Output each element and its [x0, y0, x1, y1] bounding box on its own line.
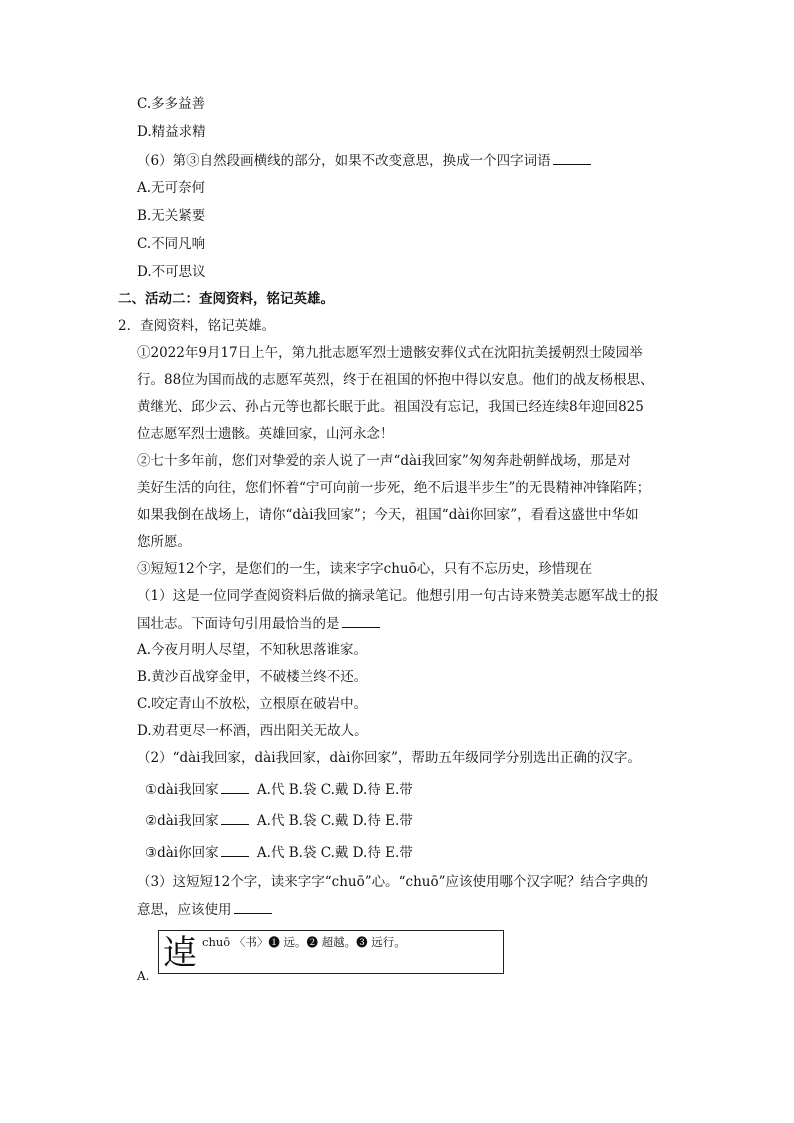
passage-p3-line1: ③短短12个字，是您们的一生，读来字字chuō心，只有不忘历史，珍惜现在: [137, 561, 593, 577]
answer-blank[interactable]: [221, 842, 249, 857]
option-d: D.不可思议: [137, 264, 206, 280]
question-2-1-text: 国壮志。下面诗句引用最恰当的是: [137, 616, 340, 632]
answer-blank[interactable]: [221, 810, 249, 825]
poem-option-b: B.黄沙百战穿金甲，不破楼兰终不还。: [137, 669, 368, 685]
option-a: A.无可奈何: [137, 180, 206, 196]
option-c-duoduoyishan: C.多多益善: [137, 96, 206, 112]
question-2-1-line2: [137, 613, 380, 634]
poem-option-a: A.今夜月明人尽望，不知秋思落谁家。: [137, 642, 368, 658]
dictionary-option-label[interactable]: A.: [137, 969, 150, 983]
choice-row-options: A.代 B.袋 C.戴 D.待 E.带: [256, 813, 413, 829]
poem-option-d: D.劝君更尽一杯酒，西出阳关无故人。: [137, 723, 368, 739]
passage-p2-line4: 您所愿。: [137, 534, 191, 550]
option-b: B.无关紧要: [137, 208, 206, 224]
section-heading-activity-2: 二、活动二：查阅资料，铭记英雄。: [118, 291, 334, 307]
question-2-2: （2）“dài我回家，dài我回家，dài你回家”，帮助五年级同学分别选出正确的汉字。: [137, 750, 641, 766]
option-d-jingyiqiujing: D.精益求精: [137, 124, 206, 140]
poem-option-c: C.咬定青山不放松，立根原在破岩中。: [137, 696, 368, 712]
passage-p1-line1: ①2022年9月17日上午，第九批志愿军烈士遗骸安葬仪式在沈阳抗美援朝烈士陵园举: [137, 345, 643, 361]
question-2-3-line2: [137, 899, 272, 920]
choice-row-label: ①dài我回家: [145, 782, 219, 798]
answer-blank[interactable]: [234, 899, 272, 914]
question-2-3-text: 意思，应该使用: [137, 902, 232, 918]
choice-row-label: ②dài我回家: [145, 813, 219, 829]
answer-blank[interactable]: [342, 613, 380, 628]
choice-row: [145, 810, 413, 831]
choice-row: [145, 842, 413, 863]
question-6-text: （6）第③自然段画横线的部分，如果不改变意思，换成一个四字词语: [137, 153, 551, 169]
passage-p1-line4: 位志愿军烈士遗骸。英雄回家，山河永念！: [137, 426, 394, 442]
question-2-title: 2．查阅资料，铭记英雄。: [118, 318, 276, 334]
question-2-1-line1: （1）这是一位同学查阅资料后做的摘录笔记。他想引用一句古诗来赞美志愿军战士的报: [137, 588, 659, 604]
passage-p2-line3: 如果我倒在战场上，请你“dài我回家”；今天，祖国“dài你回家”，看看这盛世中华如: [137, 507, 639, 523]
answer-blank[interactable]: [221, 779, 249, 794]
option-c: C.不同凡响: [137, 236, 206, 252]
passage-p1-line3: 黄继光、邱少云、孙占元等也都长眠于此。祖国没有忘记，我国已经连续8年迎回825: [137, 399, 644, 415]
choice-row: [145, 779, 413, 800]
choice-row-label: ③dài你回家: [145, 845, 219, 861]
dictionary-character: 逴: [163, 933, 197, 973]
passage-p2-line1: ②七十多年前，您们对挚爱的亲人说了一声“dài我回家”匆匆奔赴朝鲜战场，那是对: [137, 453, 631, 469]
choice-row-options: A.代 B.袋 C.戴 D.待 E.带: [256, 782, 413, 798]
question-2-3-line1: （3）这短短12个字，读来字字“chuō”心。“chuō”应该使用哪个汉字呢？结合字典的: [137, 874, 649, 890]
dictionary-entry-box: [158, 930, 504, 974]
passage-p1-line2: 行。88位为国而战的志愿军英烈，终于在祖国的怀抱中得以安息。他们的战友杨根思、: [137, 372, 654, 388]
passage-p2-line2: 美好生活的向往，您们怀着“宁可向前一步死，绝不后退半步生”的无畏精神冲锋陷阵；: [137, 480, 651, 496]
question-6: [137, 150, 591, 171]
choice-row-options: A.代 B.袋 C.戴 D.待 E.带: [256, 845, 413, 861]
answer-blank[interactable]: [553, 150, 591, 165]
dictionary-definition: chuō 〈书〉❶ 远。❷ 超越。❸ 远行。: [202, 935, 406, 949]
